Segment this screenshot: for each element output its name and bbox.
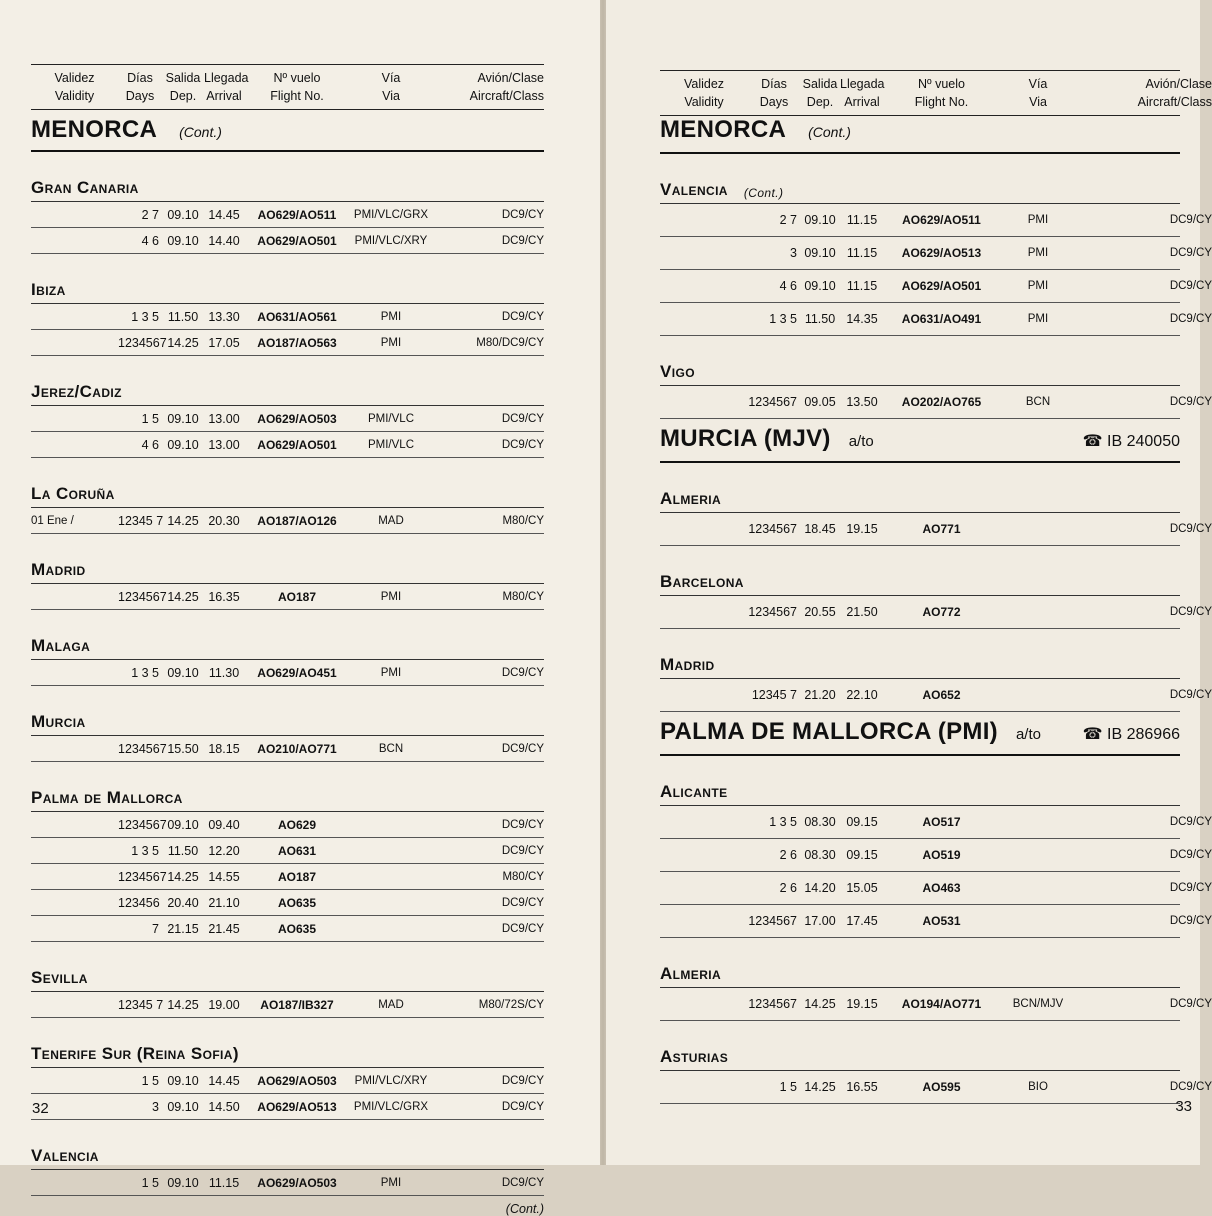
- departure-cell: 20.55: [804, 605, 836, 619]
- aircraft-cell: DC9/CY: [1169, 1081, 1212, 1093]
- region-title-menorca: [660, 116, 1180, 154]
- flight-row: [31, 838, 544, 864]
- aircraft-cell: DC9/CY: [501, 234, 544, 247]
- flight-row: [31, 508, 544, 534]
- days-cell: 1 3 5: [131, 843, 159, 858]
- destination-heading: [660, 546, 1180, 596]
- departure-cell: 09.10: [804, 279, 836, 293]
- aircraft-cell: DC9/CY: [1169, 849, 1212, 861]
- via-cell: BCN: [1025, 396, 1051, 408]
- destination-heading: [660, 463, 1180, 513]
- arrival-cell: 09.15: [846, 848, 878, 862]
- destination-heading: [660, 756, 1180, 806]
- via-cell: BCN/MJV: [1012, 998, 1064, 1010]
- region-title-murcia: [660, 425, 1180, 463]
- flight-row: [660, 806, 1212, 839]
- region-name: PALMA DE MALLORCA (PMI): [660, 718, 998, 745]
- via-cell: PMI: [380, 310, 402, 323]
- aircraft-cell: DC9/CY: [501, 1074, 544, 1087]
- column-header: [660, 70, 1212, 116]
- via-cell: PMI: [1027, 247, 1049, 259]
- aircraft-cell: DC9/CY: [501, 1100, 544, 1113]
- destination-name: Jerez/Cadiz: [31, 382, 122, 401]
- aircraft-cell: DC9/CY: [1169, 396, 1212, 408]
- destination-heading: [31, 762, 544, 812]
- destination-heading: [660, 938, 1180, 988]
- flight-number-cell: AO629/AO503: [257, 1175, 337, 1190]
- departure-cell: 11.50: [167, 309, 199, 324]
- flight-row: [660, 905, 1212, 938]
- left-page: [0, 0, 600, 1216]
- continued-note: (Cont.): [505, 1202, 544, 1216]
- destination-name: Barcelona: [660, 572, 744, 591]
- aircraft-cell: DC9/CY: [1169, 882, 1212, 894]
- airport-label: a/to: [848, 433, 874, 450]
- destination-heading: [31, 356, 544, 406]
- arrival-cell: 19.15: [846, 997, 878, 1011]
- departure-cell: 09.10: [167, 437, 199, 452]
- flight-row: [660, 872, 1212, 905]
- aircraft-cell: DC9/CY: [1169, 998, 1212, 1010]
- flight-row: [31, 584, 544, 610]
- destination-name: Ibiza: [31, 280, 66, 299]
- region-name: MENORCA: [660, 116, 787, 143]
- destination-cont: (Cont.): [743, 186, 784, 200]
- destination-list: [660, 463, 1212, 712]
- flight-list: [660, 204, 1212, 336]
- aircraft-cell: DC9/CY: [501, 438, 544, 451]
- flight-number-cell: AO652: [922, 688, 961, 702]
- flight-number-cell: AO629/AO451: [257, 665, 337, 680]
- aircraft-header: Avión/Clase Aircraft/Class: [469, 71, 544, 103]
- arrival-cell: 21.50: [846, 605, 878, 619]
- destination-heading: [31, 942, 544, 992]
- days-cell: 1234567: [118, 335, 167, 350]
- days-cell: 123456: [118, 895, 160, 910]
- days-cell: 3: [152, 1099, 159, 1114]
- via-cell: BIO: [1028, 1081, 1048, 1093]
- flight-header: Nº vuelo Flight No.: [270, 71, 324, 103]
- departure-cell: 08.30: [804, 848, 836, 862]
- aircraft-cell: DC9/CY: [1169, 915, 1212, 927]
- days-cell: 1 5: [779, 1080, 797, 1094]
- flight-row: [660, 839, 1212, 872]
- flight-row: [660, 270, 1212, 303]
- days-cell: 2 6: [779, 881, 797, 895]
- arrival-cell: 14.50: [208, 1099, 240, 1114]
- destination-name: Valencia: [31, 1146, 99, 1165]
- arrival-cell: 17.05: [208, 335, 240, 350]
- departure-cell: 08.30: [804, 815, 836, 829]
- departure-cell: 09.10: [167, 207, 199, 222]
- validity-header: Validez Validity: [54, 71, 95, 103]
- days-cell: 12345 7: [118, 513, 164, 528]
- region-name: MENORCA: [31, 116, 158, 143]
- flight-number-cell: AO463: [922, 881, 961, 895]
- arrival-cell: 11.30: [208, 665, 240, 680]
- departure-cell: 14.25: [167, 869, 199, 884]
- arrival-cell: 11.15: [846, 246, 878, 260]
- arrival-cell: 14.40: [208, 233, 240, 248]
- via-cell: PMI: [1027, 313, 1049, 325]
- arrival-cell: 15.05: [846, 881, 878, 895]
- aircraft-cell: DC9/CY: [501, 844, 544, 857]
- aircraft-cell: M80/CY: [502, 514, 544, 527]
- arr-header: Llegada Arrival: [840, 77, 885, 109]
- flight-row: [660, 303, 1212, 336]
- days-cell: 1234567: [748, 997, 797, 1011]
- flight-row: [31, 406, 544, 432]
- aircraft-cell: DC9/CY: [501, 310, 544, 323]
- days-cell: 2 7: [779, 213, 797, 227]
- arrival-cell: 09.40: [208, 817, 240, 832]
- via-cell: PMI/VLC/XRY: [354, 1074, 428, 1087]
- days-header: Días Days: [125, 71, 155, 103]
- departure-cell: 21.20: [804, 688, 836, 702]
- flight-number-cell: AO595: [922, 1080, 961, 1094]
- destination-heading: [31, 152, 544, 202]
- via-cell: PMI: [380, 590, 402, 603]
- flight-number-cell: AO629/AO513: [901, 246, 982, 260]
- destination-name: Asturias: [660, 1047, 729, 1066]
- flight-row: [31, 812, 544, 838]
- flight-number-cell: AO635: [277, 895, 317, 910]
- validity-cell: 01 Ene /: [31, 514, 74, 527]
- via-cell: PMI/VLC: [367, 438, 414, 451]
- destination-name: Alicante: [660, 782, 728, 801]
- destination-name: Valencia: [660, 180, 728, 199]
- flight-number-cell: AO631: [277, 843, 317, 858]
- destination-list: [31, 152, 544, 1196]
- arrival-cell: 19.00: [208, 997, 240, 1012]
- flight-row: [660, 386, 1212, 419]
- via-cell: PMI: [380, 666, 402, 679]
- days-cell: 1234567: [748, 605, 797, 619]
- aircraft-cell: DC9/CY: [501, 208, 544, 221]
- arrival-cell: 19.15: [846, 522, 878, 536]
- aircraft-cell: DC9/CY: [501, 922, 544, 935]
- flight-row: [31, 864, 544, 890]
- departure-cell: 20.40: [167, 895, 199, 910]
- arrival-cell: 17.45: [846, 914, 878, 928]
- flight-number-cell: AO629/AO501: [901, 279, 982, 293]
- flight-row: [660, 237, 1212, 270]
- flight-number-cell: AO629/AO513: [257, 1099, 337, 1114]
- days-cell: 1 5: [141, 411, 159, 426]
- days-cell: 1234567: [118, 869, 167, 884]
- departure-cell: 09.10: [167, 411, 199, 426]
- aircraft-cell: DC9/CY: [501, 666, 544, 679]
- flight-row: [660, 679, 1212, 712]
- days-cell: 1 5: [141, 1175, 159, 1190]
- days-cell: 1234567: [748, 914, 797, 928]
- flight-row: [31, 1068, 544, 1094]
- arrival-cell: 18.15: [208, 741, 240, 756]
- destination-heading: [31, 534, 544, 584]
- aircraft-cell: DC9/CY: [501, 1176, 544, 1189]
- arrival-cell: 16.55: [846, 1080, 878, 1094]
- arrival-cell: 13.00: [208, 437, 240, 452]
- column-header: [31, 64, 544, 110]
- flight-number-cell: AO631/AO561: [257, 309, 337, 324]
- departure-cell: 14.25: [167, 513, 199, 528]
- destination-heading: [660, 336, 1180, 386]
- arrival-cell: 11.15: [846, 279, 878, 293]
- destination-heading: [31, 254, 544, 304]
- region-cont: (Cont.): [808, 124, 851, 140]
- flight-row: [660, 204, 1212, 237]
- flight-number-cell: AO531: [922, 914, 961, 928]
- flight-number-cell: AO771: [922, 522, 961, 536]
- flight-header: Nº vuelo Flight No.: [914, 77, 969, 109]
- departure-cell: 09.10: [167, 1099, 199, 1114]
- arr-header: Llegada Arrival: [204, 71, 249, 103]
- destination-list: [660, 756, 1212, 1104]
- aircraft-cell: DC9/CY: [1169, 606, 1212, 618]
- via-cell: PMI/VLC/XRY: [354, 234, 428, 247]
- days-cell: 1 3 5: [769, 312, 797, 326]
- flight-row: [31, 992, 544, 1018]
- flight-row: [31, 890, 544, 916]
- departure-cell: 09.10: [167, 817, 199, 832]
- flight-number-cell: AO187/IB327: [260, 997, 334, 1012]
- departure-cell: 14.25: [167, 997, 199, 1012]
- flight-number-cell: AO187/AO563: [257, 335, 337, 350]
- arrival-cell: 20.30: [208, 513, 240, 528]
- arrival-cell: 16.35: [208, 589, 240, 604]
- flight-row: [31, 1094, 544, 1120]
- flight-number-cell: AO629/AO503: [257, 1073, 337, 1088]
- days-cell: 1 5: [141, 1073, 159, 1088]
- arrival-cell: 14.55: [208, 869, 240, 884]
- arrival-cell: 21.45: [208, 921, 240, 936]
- flight-row: [31, 432, 544, 458]
- departure-cell: 14.25: [167, 589, 199, 604]
- via-cell: PMI: [380, 336, 402, 349]
- days-cell: 12345 7: [118, 997, 164, 1012]
- aircraft-cell: DC9/CY: [1169, 689, 1212, 701]
- destination-heading: [31, 458, 544, 508]
- destination-heading: [660, 629, 1180, 679]
- flight-number-cell: AO629/AO501: [257, 233, 337, 248]
- days-cell: 7: [152, 921, 159, 936]
- days-cell: 1 3 5: [769, 815, 797, 829]
- right-page: [606, 0, 1212, 1165]
- destination-name: Almeria: [660, 489, 722, 508]
- days-cell: 1234567: [118, 741, 167, 756]
- days-cell: 1234567: [748, 395, 797, 409]
- arrival-cell: 09.15: [846, 815, 878, 829]
- arrival-cell: 14.45: [208, 207, 240, 222]
- aircraft-cell: M80/CY: [502, 590, 544, 603]
- aircraft-cell: DC9/CY: [1169, 247, 1212, 259]
- page-number: 33: [1175, 1098, 1192, 1115]
- aircraft-cell: DC9/CY: [501, 896, 544, 909]
- flight-row: [31, 916, 544, 942]
- destination-name: Murcia: [31, 712, 86, 731]
- departure-cell: 21.15: [167, 921, 199, 936]
- flight-number-cell: AO187: [277, 869, 317, 884]
- days-cell: 1 3 5: [131, 309, 159, 324]
- days-cell: 3: [790, 246, 797, 260]
- arrival-cell: 21.10: [208, 895, 240, 910]
- region-name: MURCIA (MJV): [660, 425, 831, 452]
- destination-name: Madrid: [660, 655, 715, 674]
- phone-number: ☎ IB 240050: [1082, 433, 1180, 450]
- flight-number-cell: AO629/AO511: [902, 213, 981, 227]
- departure-cell: 11.50: [167, 843, 199, 858]
- days-cell: 2 6: [779, 848, 797, 862]
- departure-cell: 14.20: [804, 881, 836, 895]
- arrival-cell: 13.00: [208, 411, 240, 426]
- via-cell: PMI: [380, 1176, 402, 1189]
- flight-row: [31, 202, 544, 228]
- flight-row: [31, 304, 544, 330]
- aircraft-header: Avión/Clase Aircraft/Class: [1137, 77, 1212, 109]
- flight-row: [31, 660, 544, 686]
- flight-number-cell: AO772: [922, 605, 961, 619]
- departure-cell: 09.10: [167, 1073, 199, 1088]
- departure-cell: 14.25: [804, 1080, 836, 1094]
- region-cont: (Cont.): [179, 124, 222, 140]
- days-cell: 4 6: [779, 279, 797, 293]
- flight-row: [31, 1170, 544, 1196]
- destination-name: Madrid: [31, 560, 86, 579]
- destination-heading: [31, 1120, 544, 1170]
- validity-header: Validez Validity: [683, 77, 725, 109]
- departure-cell: 09.10: [167, 1175, 199, 1190]
- destination-heading: [660, 1021, 1180, 1071]
- departure-cell: 18.45: [804, 522, 836, 536]
- flight-number-cell: AO629/AO503: [257, 411, 337, 426]
- departure-cell: 11.50: [804, 312, 836, 326]
- arrival-cell: 12.20: [208, 843, 240, 858]
- via-header: Vía Via: [1028, 77, 1048, 109]
- days-cell: 2 7: [141, 207, 159, 222]
- aircraft-cell: DC9/CY: [1169, 214, 1212, 226]
- destination-name: Malaga: [31, 636, 91, 655]
- arrival-cell: 11.15: [846, 213, 878, 227]
- flight-row: [660, 1071, 1212, 1104]
- destination-heading: [660, 154, 1180, 204]
- flight-number-cell: AO635: [277, 921, 317, 936]
- flight-number-cell: AO629/AO501: [257, 437, 337, 452]
- phone-number: ☎ IB 286966: [1082, 726, 1180, 743]
- aircraft-cell: DC9/CY: [1169, 280, 1212, 292]
- departure-cell: 09.10: [804, 213, 836, 227]
- departure-cell: 15.50: [167, 741, 199, 756]
- aircraft-cell: M80/DC9/CY: [476, 336, 544, 349]
- destination-name: La Coruña: [31, 484, 115, 503]
- arrival-cell: 14.45: [208, 1073, 240, 1088]
- flight-number-cell: AO187/AO126: [257, 513, 337, 528]
- days-cell: 1234567: [118, 817, 167, 832]
- via-cell: PMI/VLC/GRX: [353, 208, 429, 221]
- flight-number-cell: AO631/AO491: [901, 312, 982, 326]
- flight-number-cell: AO187: [277, 589, 317, 604]
- flight-number-cell: AO629: [277, 817, 317, 832]
- days-cell: 12345 7: [751, 688, 797, 702]
- aircraft-cell: DC9/CY: [501, 742, 544, 755]
- aircraft-cell: M80/CY: [502, 870, 544, 883]
- aircraft-cell: DC9/CY: [1169, 816, 1212, 828]
- aircraft-cell: DC9/CY: [501, 412, 544, 425]
- via-cell: PMI/VLC/GRX: [353, 1100, 429, 1113]
- region-title: [31, 116, 544, 152]
- arrival-cell: 14.35: [846, 312, 878, 326]
- destination-name: Palma de Mallorca: [31, 788, 183, 807]
- via-cell: BCN: [378, 742, 404, 755]
- destination-heading: [31, 686, 544, 736]
- destination-name: Gran Canaria: [31, 178, 139, 197]
- via-cell: PMI/VLC: [367, 412, 414, 425]
- flight-list: [660, 386, 1212, 419]
- departure-cell: 14.25: [167, 335, 199, 350]
- departure-cell: 09.10: [167, 665, 199, 680]
- aircraft-cell: DC9/CY: [501, 818, 544, 831]
- destination-name: Almeria: [660, 964, 722, 983]
- flight-number-cell: AO210/AO771: [257, 741, 337, 756]
- days-cell: 1234567: [748, 522, 797, 536]
- via-cell: PMI: [1027, 214, 1049, 226]
- departure-cell: 09.05: [804, 395, 836, 409]
- page-number: 32: [32, 1100, 49, 1117]
- arrival-cell: 22.10: [846, 688, 878, 702]
- flight-number-cell: AO194/AO771: [901, 997, 982, 1011]
- flight-row: [31, 736, 544, 762]
- aircraft-cell: M80/72S/CY: [478, 998, 544, 1011]
- destination-heading: [31, 610, 544, 660]
- days-header: Días Days: [759, 77, 789, 109]
- days-cell: 4 6: [141, 437, 159, 452]
- airport-label: a/to: [1015, 726, 1041, 743]
- destination-name: Tenerife Sur (Reina Sofia): [31, 1044, 239, 1063]
- departure-cell: 09.10: [167, 233, 199, 248]
- dep-header: Salida Dep.: [165, 71, 201, 103]
- via-cell: MAD: [378, 514, 404, 527]
- flight-number-cell: AO519: [922, 848, 961, 862]
- aircraft-cell: DC9/CY: [1169, 313, 1212, 325]
- destination-heading: [31, 1018, 544, 1068]
- departure-cell: 17.00: [804, 914, 836, 928]
- via-header: Vía Via: [381, 71, 401, 103]
- dep-header: Salida Dep.: [802, 77, 838, 109]
- departure-cell: 09.10: [804, 246, 836, 260]
- departure-cell: 14.25: [804, 997, 836, 1011]
- destination-name: Vigo: [660, 362, 695, 381]
- flight-row: [31, 228, 544, 254]
- flight-number-cell: AO517: [922, 815, 961, 829]
- flight-number-cell: AO629/AO511: [257, 207, 337, 222]
- flight-number-cell: AO202/AO765: [901, 395, 982, 409]
- arrival-cell: 13.30: [208, 309, 240, 324]
- flight-row: [660, 513, 1212, 546]
- flight-row: [660, 596, 1212, 629]
- arrival-cell: 11.15: [208, 1175, 240, 1190]
- destination-name: Sevilla: [31, 968, 88, 987]
- arrival-cell: 13.50: [846, 395, 878, 409]
- days-cell: 1 3 5: [131, 665, 159, 680]
- flight-row: [31, 330, 544, 356]
- region-title-palma: [660, 718, 1180, 756]
- aircraft-cell: DC9/CY: [1169, 523, 1212, 535]
- via-cell: PMI: [1027, 280, 1049, 292]
- flight-row: [660, 988, 1212, 1021]
- days-cell: 4 6: [141, 233, 159, 248]
- days-cell: 1234567: [118, 589, 167, 604]
- via-cell: MAD: [378, 998, 404, 1011]
